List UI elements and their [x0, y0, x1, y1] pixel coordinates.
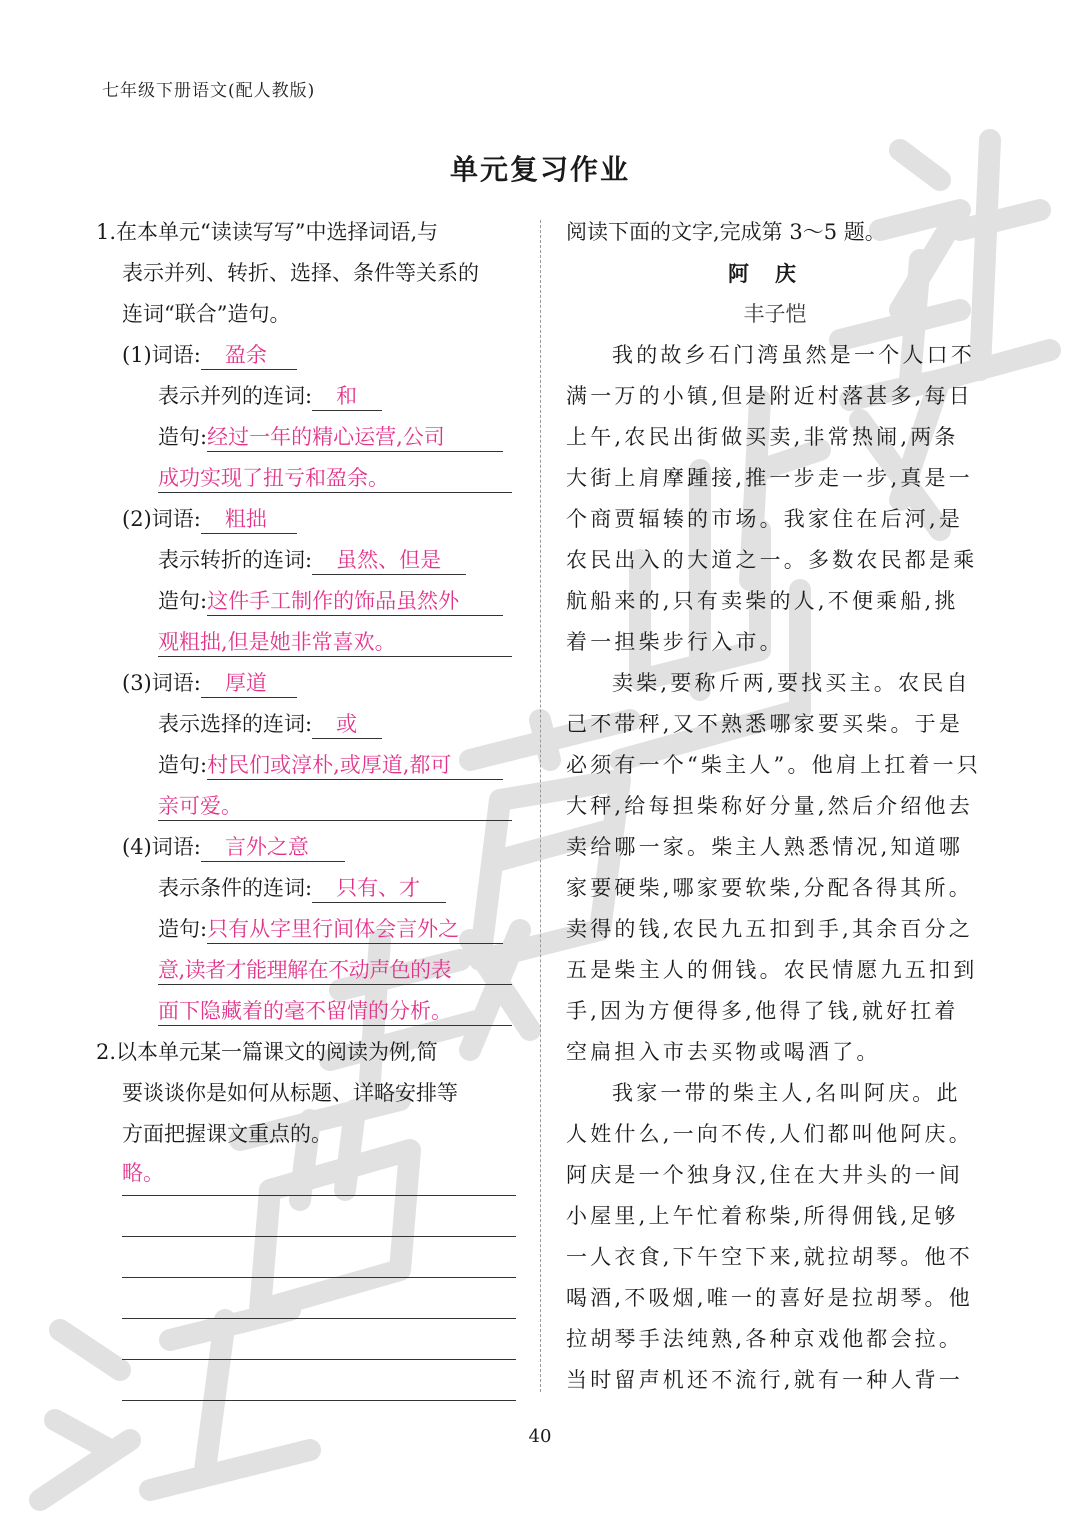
sentence-row: [96, 458, 516, 499]
word-row: [96, 335, 516, 376]
story-line: 必须有一个“柴主人”。他肩上扛着一只: [566, 753, 982, 777]
story-line: 当时留声机还不流行,就有一种人背一: [566, 1368, 964, 1392]
conj-row: [96, 704, 516, 745]
word-row: [96, 499, 516, 540]
sentence-row: [96, 991, 516, 1032]
q1-prompt-line: 表示并列、转折、选择、条件等关系的: [122, 261, 479, 285]
word-label: (2)词语:: [122, 507, 201, 531]
story-line: 满一万的小镇,但是附近村落甚多,每日: [566, 384, 973, 408]
q2-answer: 略。: [122, 1155, 516, 1196]
reading-intro: 阅读下面的文字,完成第 3～5 题。: [566, 220, 886, 244]
sentence-row: [96, 417, 516, 458]
q1-prompt-line: 连词“联合”造句。: [122, 302, 291, 326]
story-line: 我的故乡石门湾虽然是一个人口不: [612, 343, 975, 367]
q2-prompt-line: 2.以本单元某一篇课文的阅读为例,简: [96, 1040, 438, 1064]
sentence-answer: 亲可爱。: [158, 786, 512, 821]
sentence-label: 造句:: [158, 425, 208, 449]
story-line: 卖柴,要称斤两,要找买主。农民自: [612, 671, 971, 695]
book-header: 七年级下册语文(配人教版): [102, 81, 316, 101]
word-answer: 粗拙: [201, 499, 297, 534]
story-line: 空扁担入市去买物或喝酒了。: [566, 1040, 881, 1064]
sentence-row: [96, 786, 516, 827]
conj-answer: 或: [312, 704, 382, 739]
story-line: 上午,农民出街做买卖,非常热闹,两条: [566, 425, 959, 449]
sentence-answer: 这件手工制作的饰品虽然外: [207, 581, 503, 616]
conj-label: 表示条件的连词:: [158, 876, 313, 900]
conj-label: 表示转折的连词:: [158, 548, 313, 572]
story-line: 手,因为方便得多,他得了钱,就好扛着: [566, 999, 959, 1023]
story-line: 人姓什么,一向不传,人们都叫他阿庆。: [566, 1122, 973, 1146]
sentence-row: [96, 581, 516, 622]
page-number: 40: [528, 1426, 552, 1447]
story-line: 一人衣食,下午空下来,就拉胡琴。他不: [566, 1245, 973, 1269]
right-column: [566, 212, 984, 1401]
sentence-answer: 成功实现了扭亏和盈余。: [158, 458, 512, 493]
word-label: (3)词语:: [122, 671, 201, 695]
story-line: 航船来的,只有卖柴的人,不便乘船,挑: [566, 589, 959, 613]
sentence-label: 造句:: [158, 753, 208, 777]
word-answer: 厚道: [201, 663, 297, 698]
conj-row: [96, 540, 516, 581]
answer-blank-line: [122, 1278, 516, 1319]
story-line: 阿庆是一个独身汉,住在大井头的一间: [566, 1163, 964, 1187]
sentence-label: 造句:: [158, 917, 208, 941]
word-answer: 盈余: [201, 335, 297, 370]
conj-row: [96, 376, 516, 417]
conj-answer: 只有、才: [312, 868, 446, 903]
word-label: (1)词语:: [122, 343, 201, 367]
answer-blank-line: [122, 1319, 516, 1360]
answer-blank-line: [122, 1196, 516, 1237]
story-line: 家要硬柴,哪家要软柴,分配各得其所。: [566, 876, 973, 900]
q2-prompt-line: 要谈谈你是如何从标题、详略安排等: [122, 1081, 458, 1105]
answer-blank-line: [122, 1237, 516, 1278]
story-line: 我家一带的柴主人,名叫阿庆。此: [612, 1081, 961, 1105]
story-line: 拉胡琴手法纯熟,各种京戏他都会拉。: [566, 1327, 964, 1351]
sentence-answer: 只有从字里行间体会言外之: [207, 909, 503, 944]
story-line: 个商贾辐辏的市场。我家住在后河,是: [566, 507, 964, 531]
story-line: 五是柴主人的佣钱。农民情愿九五扣到: [566, 958, 978, 982]
sentence-answer: 面下隐藏着的毫不留情的分析。: [158, 991, 512, 1026]
word-label: (4)词语:: [122, 835, 201, 859]
story-line: 大秤,给每担柴称好分量,然后介绍他去: [566, 794, 973, 818]
sentence-row: [96, 622, 516, 663]
sentence-answer: 意,读者才能理解在不动声色的表: [158, 950, 512, 985]
word-row: [96, 663, 516, 704]
q2-prompt-line: 方面把握课文重点的。: [122, 1122, 332, 1146]
conj-answer: 和: [312, 376, 382, 411]
sentence-row: [96, 909, 516, 950]
story-title: 阿庆: [728, 261, 822, 286]
story-line: 小屋里,上午忙着称柴,所得佣钱,足够: [566, 1204, 959, 1228]
story-line: 己不带秤,又不熟悉哪家要买柴。于是: [566, 712, 964, 736]
sentence-answer: 村民们或淳朴,或厚道,都可: [207, 745, 503, 780]
story-line: 着一担柴步行入市。: [566, 630, 784, 654]
story-line: 大街上肩摩踵接,推一步走一步,真是一: [566, 466, 973, 490]
sentence-label: 造句:: [158, 589, 208, 613]
sentence-row: [96, 950, 516, 991]
word-answer: 言外之意: [201, 827, 345, 862]
story-line: 卖得的钱,农民九五扣到手,其余百分之: [566, 917, 973, 941]
sentence-row: [96, 745, 516, 786]
sentence-answer: 观粗拙,但是她非常喜欢。: [158, 622, 512, 657]
word-row: [96, 827, 516, 868]
page-title: 单元复习作业: [449, 153, 630, 186]
conj-row: [96, 868, 516, 909]
column-divider: [540, 220, 541, 1392]
answer-blank-line: [122, 1360, 516, 1401]
left-column: [96, 212, 516, 1401]
sentence-answer: 经过一年的精心运营,公司: [207, 417, 503, 452]
conj-label: 表示并列的连词:: [158, 384, 313, 408]
story-line: 卖给哪一家。柴主人熟悉情况,知道哪: [566, 835, 964, 859]
story-line: 农民出入的大道之一。多数农民都是乘: [566, 548, 978, 572]
story-line: 喝酒,不吸烟,唯一的喜好是拉胡琴。他: [566, 1286, 973, 1310]
story-author: 丰子恺: [743, 302, 807, 326]
conj-answer: 虽然、但是: [312, 540, 466, 575]
q1-prompt-line: 1.在本单元“读读写写”中选择词语,与: [96, 220, 439, 244]
conj-label: 表示选择的连词:: [158, 712, 313, 736]
